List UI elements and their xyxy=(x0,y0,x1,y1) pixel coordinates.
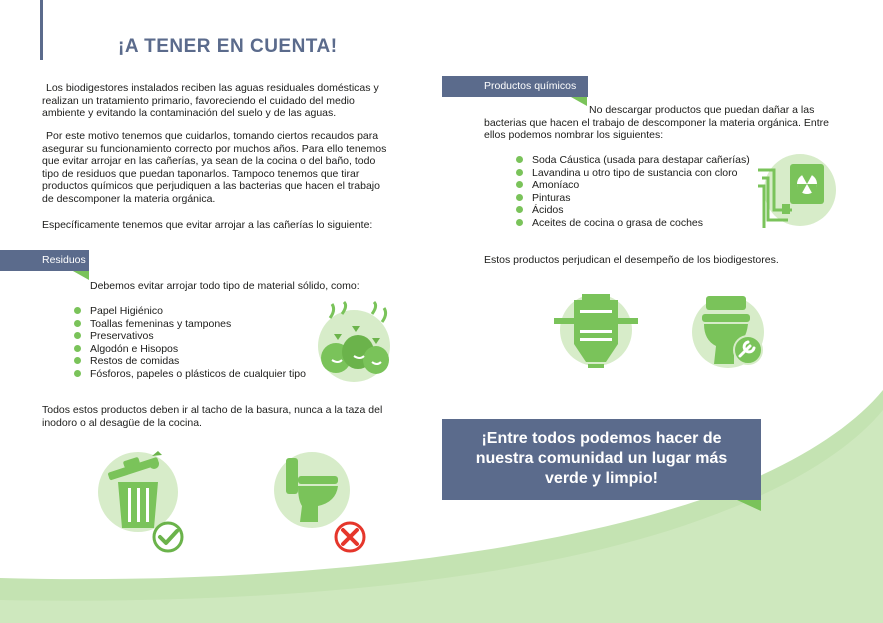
bullet-icon xyxy=(74,357,81,364)
disposal-paragraph: Todos estos productos deben ir al tacho de la basura, nunca a la taza del inodoro o al desagüe de la cocina. xyxy=(42,404,383,429)
list-item: Ácidos xyxy=(516,204,750,217)
bullet-icon xyxy=(516,206,523,213)
bullet-icon xyxy=(516,219,523,226)
quimicos-tag: Productos químicos xyxy=(442,76,588,97)
bullet-icon xyxy=(74,332,81,339)
trash-pile-icon xyxy=(312,300,394,384)
cross-icon xyxy=(332,520,368,554)
list-item: Fósforos, papeles o plásticos de cualquier tipo xyxy=(74,368,306,381)
chemical-pipes-icon xyxy=(752,150,840,232)
avoid-paragraph: Específicamente tenemos que evitar arrojar a las cañerías lo siguiente: xyxy=(42,219,373,231)
bullet-icon xyxy=(74,320,81,327)
biodigester-icon xyxy=(554,290,638,374)
bullet-icon xyxy=(74,345,81,352)
residuos-tag-tail xyxy=(73,271,89,280)
residuos-tag: Residuos xyxy=(0,250,89,271)
list-item: Lavandina u otro tipo de sustancia con cloro xyxy=(516,167,750,180)
list-item: Toallas femeninas y tampones xyxy=(74,318,306,331)
intro-paragraph: Los biodigestores instalados reciben las aguas residuales domésticas y realizan un tratamiento primario, favoreciendo el cuidado del medio ambiente y evitando la contaminación del suelo y de las aguas. xyxy=(42,82,379,120)
bullet-icon xyxy=(516,156,523,163)
banner-tail xyxy=(737,500,761,511)
care-paragraph: Por este motivo tenemos que cuidarlos, tomando ciertos recaudos para asegurar su funcionamiento correcto por muchos años. Para ello tenemos que evitar arrojar en las cañerías, ya sean de la cocina o del baño, todo tipo de residuos que puedan taponarlos. Tampoco tenemos que tirar productos químicos que perjudiquen a las bacterias que hacen el trabajo de descomponer la materia orgánica. xyxy=(42,130,387,205)
list-item: Papel Higiénico xyxy=(74,305,306,318)
bullet-icon xyxy=(74,370,81,377)
residuos-list xyxy=(74,305,306,380)
bullet-icon xyxy=(516,181,523,188)
page-title: ¡A TENER EN CUENTA! xyxy=(118,36,338,57)
impact-paragraph: Estos productos perjudican el desempeño de los biodigestores. xyxy=(484,254,779,266)
list-item: Soda Cáustica (usada para destapar cañerías) xyxy=(516,154,750,167)
bullet-icon xyxy=(516,194,523,201)
list-item: Amoníaco xyxy=(516,179,750,192)
bullet-icon xyxy=(74,307,81,314)
check-icon xyxy=(150,520,186,554)
closing-banner: ¡Entre todos podemos hacer de nuestra comunidad un lugar más verde y limpio! xyxy=(442,419,761,500)
bullet-icon xyxy=(516,169,523,176)
list-item: Restos de comidas xyxy=(74,355,306,368)
title-accent-bar xyxy=(40,0,43,60)
toilet-wrench-icon xyxy=(688,290,772,374)
list-item: Pinturas xyxy=(516,192,750,205)
list-item: Preservativos xyxy=(74,330,306,343)
residuos-intro: Debemos evitar arrojar todo tipo de material sólido, como: xyxy=(90,280,360,292)
quimicos-list xyxy=(516,154,750,229)
list-item: Algodón e Hisopos xyxy=(74,343,306,356)
chemicals-paragraph: No descargar productos que puedan dañar a las bacterias que hacen el trabajo de descomponer la materia orgánica. Entre ellos podemos nombrar los siguientes: xyxy=(484,104,829,142)
list-item: Aceites de cocina o grasa de coches xyxy=(516,217,750,230)
